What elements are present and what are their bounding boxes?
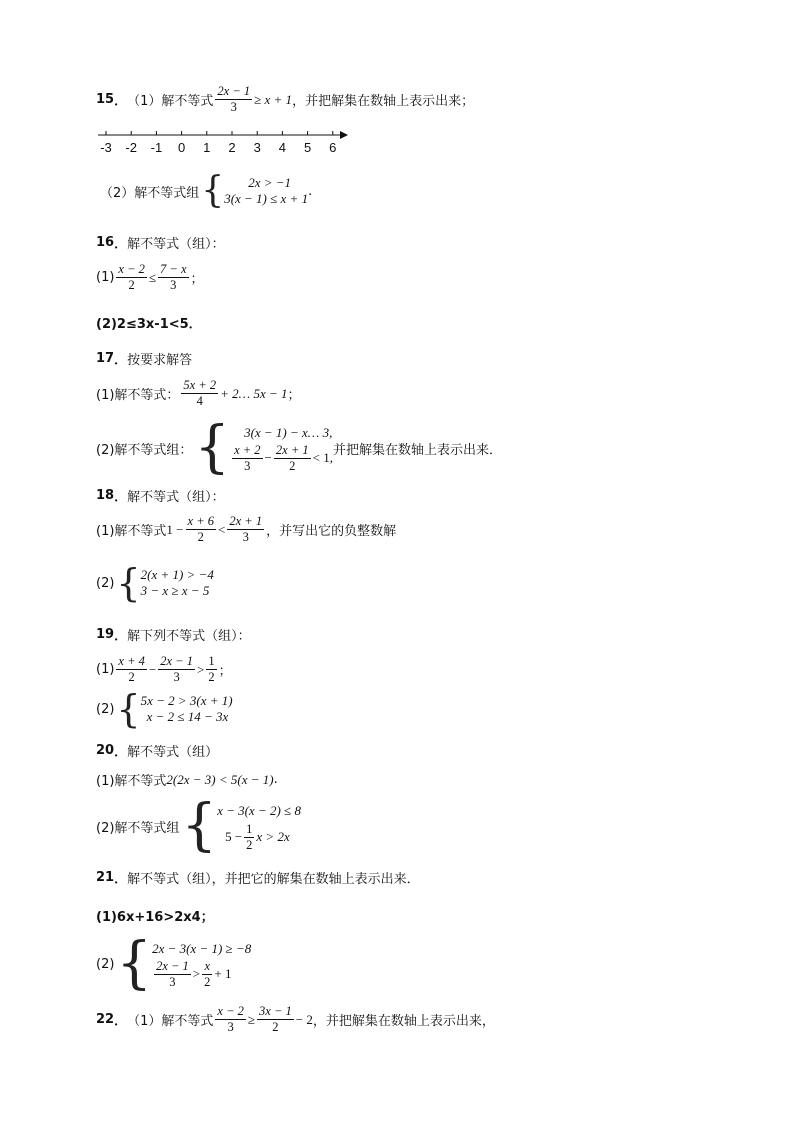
problem-17-part1: (1)解不等式： $\frac{5x + 2}{4}$ + 2… 5x − 1 ；	[96, 378, 301, 408]
number-line-tick-label: -3	[100, 140, 112, 155]
problem-22-part1: 22 ． （1）解不等式 $\frac{x - 2}{3}$ ≥ $\frac{3x - 1}{2}$ − 2 ，并把解集在数轴上表示出来，	[96, 1004, 495, 1034]
inequality-system: { 2x − 3(x − 1) ≥ −8 $\frac{2x - 1}{3}$ > $\frac{x}{2}$ + 1	[116, 931, 252, 996]
inequality-system: { 2x > −1 3(x − 1) ≤ x + 1	[201, 170, 309, 211]
number-line-tick-label: 3	[253, 140, 261, 155]
number-line-tick-label: 6	[329, 140, 337, 155]
number-line-tick-label: -2	[125, 140, 137, 155]
problem-20-part2: (2)解不等式组 { x − 3(x − 2) ≤ 8 5 − $\frac{1}{2}$ x > 2x	[96, 793, 301, 858]
problem-18-title: 18 ． 解不等式（组）：	[96, 488, 225, 505]
number-line-tick-label: -1	[150, 140, 163, 155]
brace-icon: {	[201, 170, 225, 211]
problem-20-part1: (1)解不等式 2(2x − 3) < 5(x − 1) .	[96, 771, 278, 789]
problem-number: 15	[96, 92, 115, 107]
problem-21-title: 21 ． 解不等式（组），并把它的解集在数轴上表示出来．	[96, 870, 420, 887]
problem-16-part1: (1) $\frac{x - 2}{2}$ ≤ $\frac{7 - x}{3}$ ；	[96, 262, 204, 292]
problem-17-part2: (2)解不等式组： { 3(x − 1) − x… 3, $\frac{x + 2}{3}$ − $\frac{2x + 1}{2}$ < 1, 并把解集在数轴上表示出来．	[96, 415, 502, 480]
problem-16-part2: (2)2≤3x-1<5．	[96, 317, 202, 332]
problem-16-title: 16 ． 解不等式（组）：	[96, 235, 225, 252]
number-line-tick-label: 5	[303, 140, 312, 155]
problem-15-part1: 15 ． （1）解不等式 $\frac{2x - 1}{3}$ ≥ x + 1 ，并把解集在数轴上表示出来；	[96, 84, 475, 114]
number-line-tick-label: 0	[177, 140, 186, 155]
problem-19-title: 19 ． 解下列不等式（组）：	[96, 627, 251, 644]
problem-20-title: 20 ． 解不等式（组）	[96, 743, 219, 760]
inequality-system: { 5x − 2 > 3(x + 1) x − 2 ≤ 14 − 3x	[116, 687, 233, 731]
part-label: （1）解不等式	[127, 94, 214, 109]
problem-21-part1: (1)6x+16>2x4；	[96, 910, 214, 925]
fraction: $\frac{2x - 1}{3}$	[217, 84, 251, 114]
problem-21-part2: (2) { 2x − 3(x − 1) ≥ −8 $\frac{2x - 1}{3}$ > $\frac{x}{2}$ + 1	[96, 931, 252, 996]
brace-icon: {	[181, 793, 218, 858]
brace-icon: {	[116, 561, 141, 605]
arrow-icon	[340, 131, 348, 139]
inequality-system: { x − 3(x − 2) ≤ 8 5 − $\frac{1}{2}$ x > 2x	[181, 793, 301, 858]
problem-19-part2: (2) { 5x − 2 > 3(x + 1) x − 2 ≤ 14 − 3x	[96, 687, 233, 731]
problem-15-part2: （2）解不等式组 { 2x > −1 3(x − 1) ≤ x + 1 .	[100, 170, 313, 211]
number-line	[96, 126, 356, 156]
part-label: （2）解不等式组	[100, 185, 200, 201]
problem-18-part1: (1)解不等式 1 − $\frac{x + 6}{2}$ < $\frac{2x + 1}{3}$ ，并写出它的负整数解	[96, 514, 397, 544]
number-line-tick-label: 1	[203, 140, 211, 155]
number-line-tick-label: 2	[228, 140, 236, 155]
number-line-tick-label: 4	[278, 140, 287, 155]
problem-18-part2: (2) { 2(x + 1) > −4 3 − x ≥ x − 5	[96, 561, 214, 605]
brace-icon: {	[194, 415, 231, 480]
brace-icon: {	[116, 687, 141, 731]
problem-17-title: 17 ． 按要求解答	[96, 351, 193, 368]
inequality-system: { 3(x − 1) − x… 3, $\frac{x + 2}{3}$ − $\frac{2x + 1}{2}$ < 1,	[194, 415, 333, 480]
brace-icon: {	[116, 931, 153, 996]
inequality-system: { 2(x + 1) > −4 3 − x ≥ x − 5	[116, 561, 214, 605]
problem-19-part1: (1) $\frac{x + 4}{2}$ − $\frac{2x - 1}{3}$ > $\frac{1}{2}$ ；	[96, 654, 232, 684]
